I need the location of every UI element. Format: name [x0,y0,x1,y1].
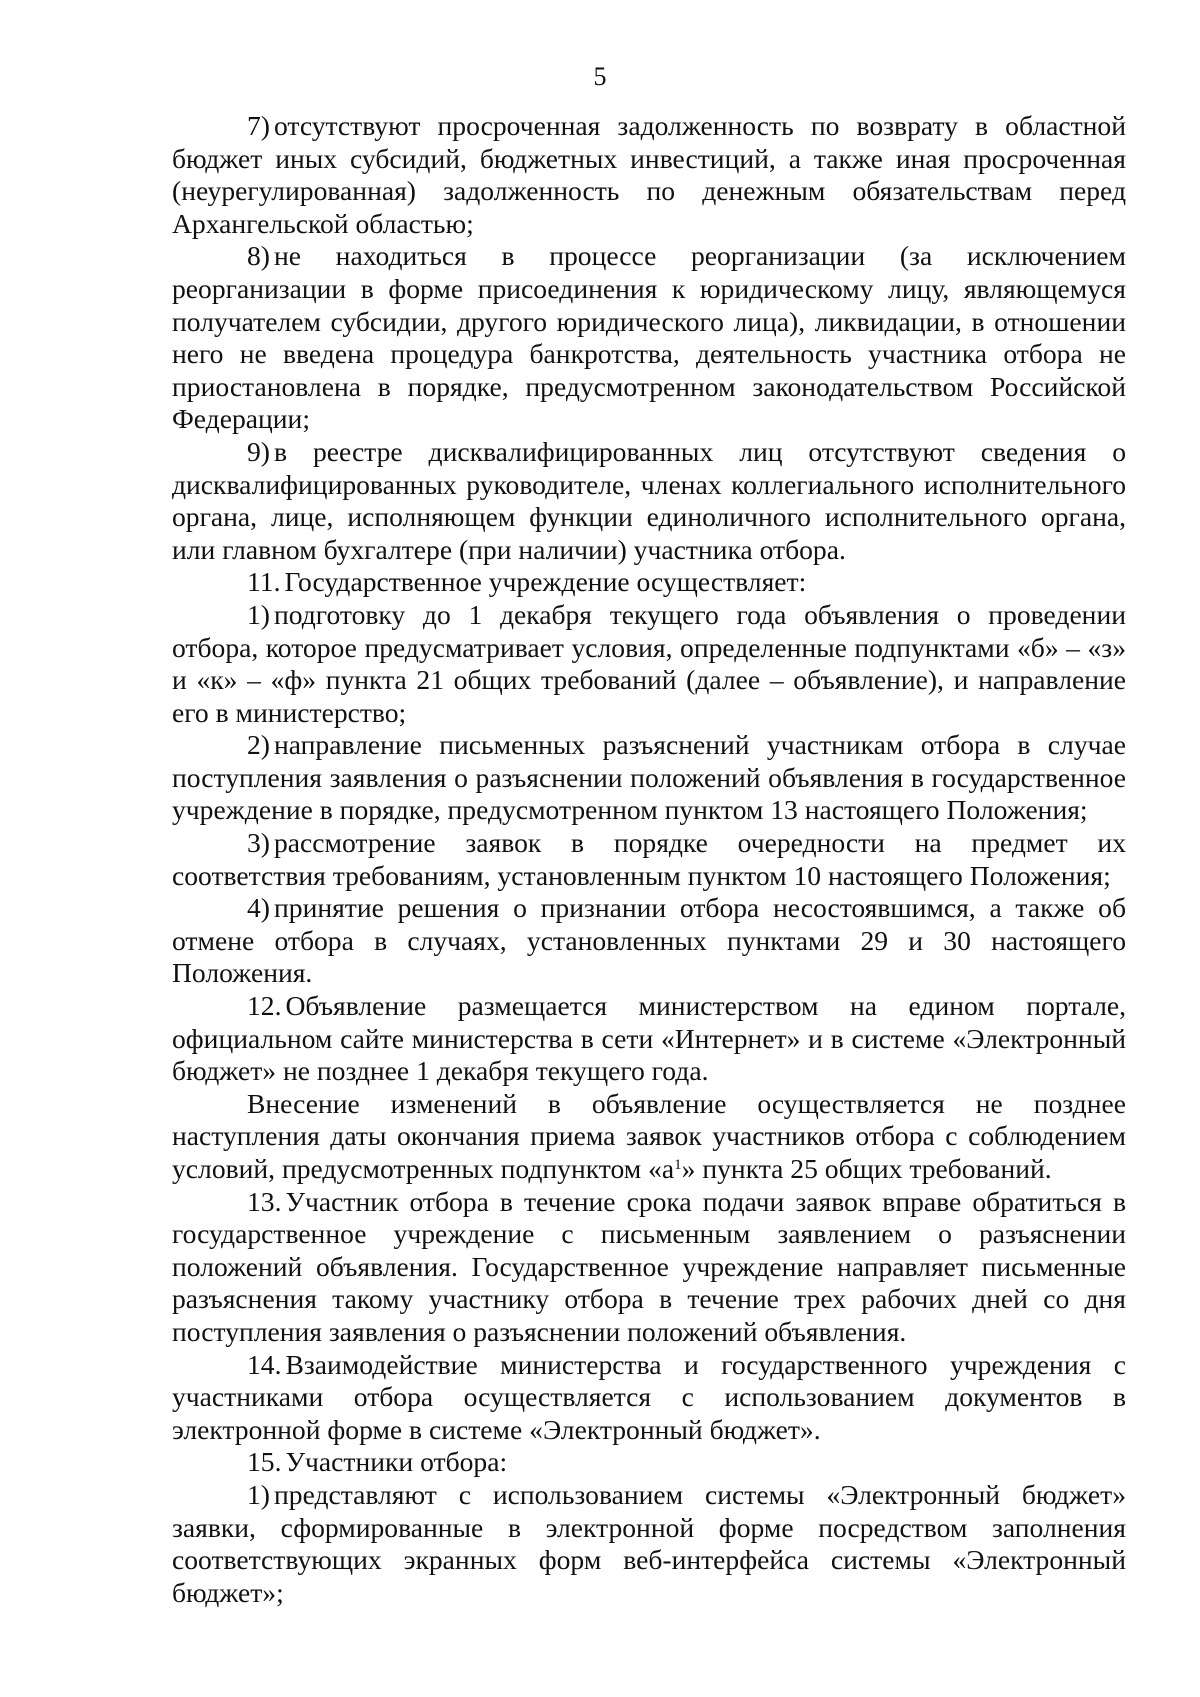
paragraph-section-13 [172,1186,1126,1349]
item-number: 9) [247,435,270,467]
paragraph-text: Участники отбора: [285,1446,508,1478]
paragraph-item-4 [172,892,1126,990]
paragraph-item-9 [172,436,1126,566]
paragraph-text: представляют с использованием системы «Электронный бюджет» заявки, сформированные в электронной форме посредством заполнения соответствующих экранных форм веб-интерфейса системы «Электронный бюджет»; [172,1478,1126,1608]
paragraph-text: отсутствуют просроченная задолженность по возврату в областной бюджет иных субсидий, бюджетных инвестиций, а также иная просроченная (неурегулированная) задолженность по денежным обязательствам перед Архангельской областью; [172,110,1126,239]
item-number: 7) [247,110,270,141]
paragraph-text: Участник отбора в течение срока подачи заявок вправе обратиться в государственное учреждение с письменным заявлением о разъяснении положений объявления. Государственное учреждение направляет письменные разъяснения такому участнику отбора в течение трех рабочих дней со дня поступления заявления о разъяснении положений объявления. [172,1185,1126,1347]
item-number: 3) [247,827,270,859]
paragraph-text-continued: » пункта 25 общих требований. [681,1153,1052,1184]
paragraph-text: не находиться в процессе реорганизации (за исключением реорганизации в форме присоединения к юридическому лицу, являющемуся получателем субсидии, другого юридического лица), ликвидации, в отношении него не введена процедура банкротства, деятельность участника отбора не приостановлена в порядке, предусмотренном законодательством Российской Федерации; [172,240,1126,435]
section-number: 13. [247,1185,282,1217]
paragraph-item-1 [172,599,1126,729]
item-number: 1) [247,598,270,630]
paragraph-item-2 [172,729,1126,827]
paragraph-text: Внесение изменений в объявление осуществляется не позднее наступления даты окончания приема заявок участников отбора с соблюдением условий, предусмотренных подпунктом «а [172,1087,1126,1184]
section-number: 14. [247,1348,282,1380]
paragraph-section-12 [172,990,1126,1088]
paragraph-text: Государственное учреждение осуществляет: [284,566,807,598]
section-number: 11. [247,566,281,598]
paragraph-text: в реестре дисквалифицированных лиц отсутствуют сведения о дисквалифицированных руководителе, членах коллегиального исполнительного органа, лице, исполняющем функции единоличного исполнительного органа, или главном бухгалтере (при наличии) участника отбора. [172,435,1126,565]
paragraph-item-1-participants [172,1479,1126,1609]
paragraph-item-3 [172,827,1126,892]
section-number: 15. [247,1446,282,1478]
item-number: 1) [247,1478,270,1510]
paragraph-section-14 [172,1349,1126,1447]
paragraph-amendments [172,1088,1126,1186]
document-body [172,110,1126,1609]
paragraph-text: направление письменных разъяснений участникам отбора в случае поступления заявления о разъяснении положений объявления в государственное учреждение в порядке, предусмотренном пунктом 13 настоящего Положения; [172,729,1126,826]
item-number: 4) [247,892,270,924]
paragraph-text: рассмотрение заявок в порядке очередности на предмет их соответствия требованиям, установленным пунктом 10 настоящего Положения; [172,827,1126,891]
paragraph-text: Взаимодействие министерства и государственного учреждения с участниками отбора осуществляется с использованием документов в электронной форме в системе «Электронный бюджет». [172,1348,1126,1445]
paragraph-text: принятие решения о признании отбора несостоявшимся, а также об отмене отбора в случаях, установленных пунктами 29 и 30 настоящего Положения. [172,892,1126,989]
paragraph-section-11 [172,566,1126,599]
paragraph-text: Объявление размещается министерством на едином портале, официальном сайте министерства в сети «Интернет» и в системе «Электронный бюджет» не позднее 1 декабря текущего года. [172,990,1126,1087]
paragraph-section-15 [172,1446,1126,1479]
item-number: 8) [247,240,270,272]
superscript: 1 [674,1157,682,1173]
page-number: 5 [593,62,607,91]
section-number: 12. [247,990,282,1022]
item-number: 2) [247,729,270,761]
paragraph-item-8 [172,240,1126,436]
paragraph-text: подготовку до 1 декабря текущего года объявления о проведении отбора, которое предусматривает условия, определенные подпунктами «б» – «з» и «к» – «ф» пункта 21 общих требований (далее – объявление), и направление его в министерство; [172,598,1126,728]
paragraph-item-7 [172,110,1126,240]
